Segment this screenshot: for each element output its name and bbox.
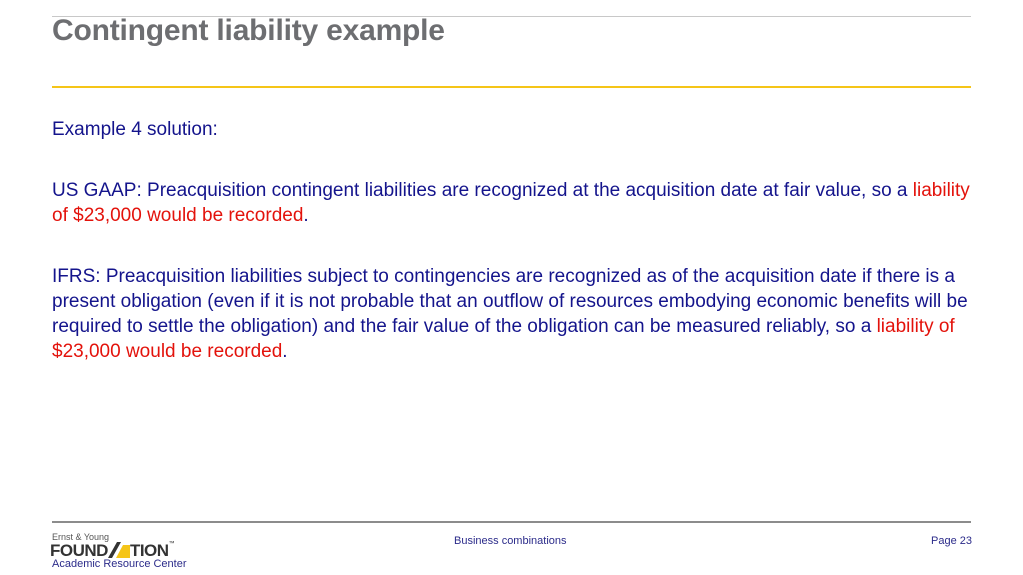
- footer-divider: [52, 521, 971, 523]
- us-gaap-highlight: liability of $23,000 would be recorded: [52, 180, 970, 226]
- us-gaap-end: .: [303, 205, 309, 226]
- us-gaap-text: US GAAP: Preacquisition contingent liabilities are recognized at the acquisition date at fair value, so a: [52, 180, 913, 201]
- ifrs-text: IFRS: Preacquisition liabilities subject to contingencies are recognized as of the acquisition date if there is a present obligation (even if it is not probable that an outflow of resources embodying economic benefits will be required to settle the obligation) and the fair value of the obligation can be measured reliably, so a: [52, 266, 968, 337]
- foundation-logo: [50, 532, 210, 572]
- ifrs-highlight: liability of $23,000 would be recorded: [52, 316, 955, 362]
- page-number: Page 23: [931, 535, 972, 547]
- logo-name-part1: FOUND: [50, 541, 108, 560]
- title-underline: [52, 86, 971, 88]
- logo-subtitle: Academic Resource Center: [52, 558, 187, 570]
- logo-trademark: ™: [168, 541, 175, 547]
- example-heading: Example 4 solution:: [52, 119, 218, 140]
- logo-company: Ernst & Young: [52, 532, 110, 542]
- slide-title: Contingent liability example: [52, 14, 445, 47]
- ifrs-paragraph: [52, 264, 982, 364]
- footer-section-label: Business combinations: [454, 535, 567, 547]
- ifrs-end: .: [282, 341, 288, 362]
- us-gaap-paragraph: [52, 178, 982, 228]
- slide-body: [52, 117, 982, 364]
- logo-name-part2: TION: [129, 541, 169, 560]
